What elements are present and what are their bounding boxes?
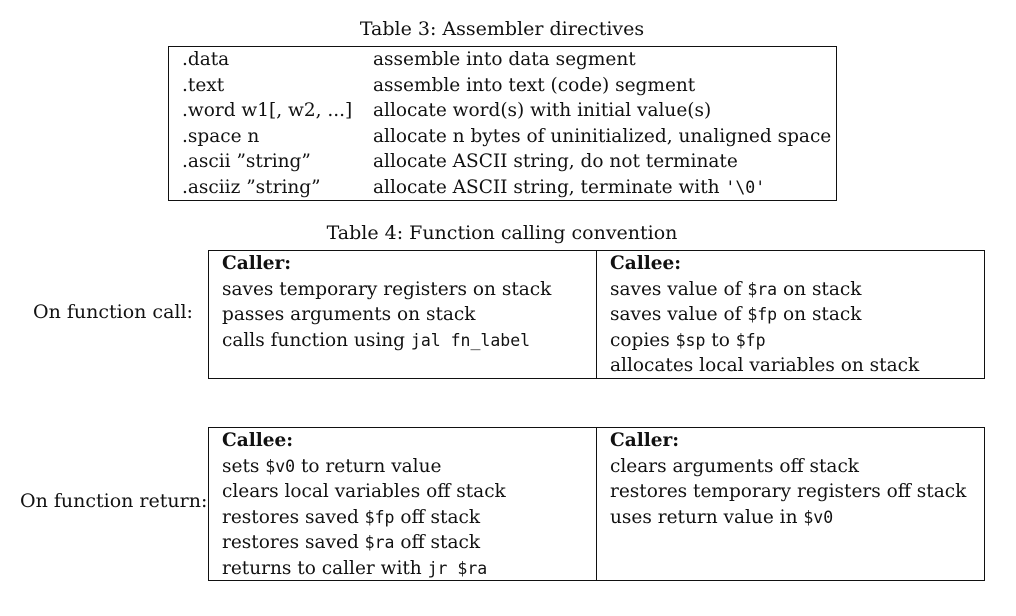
return-caller-line-3-code: $v0 <box>803 507 834 527</box>
on-function-return-label: On function return: <box>20 490 208 512</box>
return-callee-line-1-code: $v0 <box>265 456 296 476</box>
on-function-call-label: On function call: <box>33 301 193 323</box>
return-caller-line-3 <box>610 505 966 531</box>
description-asciiz <box>373 175 831 201</box>
column-divider <box>596 428 597 580</box>
call-callee-column <box>610 251 919 379</box>
call-callee-line-2 <box>610 302 919 328</box>
function-call-table <box>208 250 985 379</box>
call-callee-line-2-post: on stack <box>777 304 862 325</box>
directive-data: .data <box>182 49 230 70</box>
call-caller-line-3-text: calls function using <box>222 329 411 351</box>
return-callee-line-4-code: $ra <box>364 533 395 552</box>
return-caller-line-2: restores temporary registers off stack <box>610 481 967 502</box>
call-callee-line-1 <box>610 277 919 303</box>
description-asciiz-code: '\0' <box>725 177 766 197</box>
return-caller-column <box>610 428 966 530</box>
return-callee-line-3 <box>222 505 506 531</box>
return-callee-line-1-text: sets <box>222 455 266 477</box>
call-callee-line-1-post: on stack <box>777 278 862 300</box>
directive-column <box>182 47 352 200</box>
description-data: assemble into data segment <box>373 49 636 70</box>
return-callee-line-4 <box>222 530 506 556</box>
call-callee-line-3-text: copies <box>610 329 676 351</box>
return-callee-line-5-code: jr $ra <box>427 558 488 578</box>
call-caller-column <box>222 251 551 353</box>
call-callee-line-3-code: $sp <box>675 330 706 350</box>
return-callee-line-4-text: restores saved <box>222 532 365 553</box>
call-callee-line-1-text: saves value of <box>610 278 748 300</box>
description-ascii: allocate ASCII string, do not terminate <box>373 151 738 172</box>
directive-ascii: .ascii ”string” <box>182 151 311 172</box>
call-caller-line-1: saves temporary registers on stack <box>222 278 552 300</box>
table3-caption: Table 3: Assembler directives <box>359 18 645 40</box>
call-callee-line-3 <box>610 328 919 354</box>
call-callee-header: Callee: <box>610 253 682 274</box>
description-text: assemble into text (code) segment <box>373 74 696 96</box>
call-callee-line-1-code: $ra <box>747 279 778 299</box>
function-return-table <box>208 427 985 581</box>
return-callee-line-2: clears local variables off stack <box>222 481 506 502</box>
return-callee-header: Callee: <box>222 430 294 451</box>
call-caller-line-3-code: jal fn_label <box>410 330 531 350</box>
return-callee-column <box>222 428 506 581</box>
return-callee-line-1-post: to return value <box>295 455 442 477</box>
return-callee-line-3-text: restores saved <box>222 506 365 528</box>
return-callee-line-1 <box>222 454 506 480</box>
call-callee-line-3-mid: to <box>705 329 736 351</box>
call-callee-line-2-text: saves value of <box>610 304 748 325</box>
description-space: allocate n bytes of uninitialized, unaligned space <box>373 125 832 147</box>
table3-directives <box>168 46 837 201</box>
table4-caption: Table 4: Function calling convention <box>326 222 678 244</box>
directive-word: .word w1[, w2, ...] <box>182 100 353 121</box>
call-caller-header: Caller: <box>222 253 292 274</box>
description-column <box>373 47 831 200</box>
call-callee-line-4: allocates local variables on stack <box>610 355 920 376</box>
call-caller-line-2: passes arguments on stack <box>222 304 476 325</box>
return-callee-line-5 <box>222 556 506 582</box>
directive-space: .space n <box>182 125 260 147</box>
call-callee-line-2-code: $fp <box>747 305 778 324</box>
call-callee-line-3-code2: $fp <box>735 330 766 350</box>
return-callee-line-4-post: off stack <box>394 532 481 553</box>
return-callee-line-3-code: $fp <box>364 507 395 527</box>
return-caller-line-3-text: uses return value in <box>610 506 804 528</box>
return-caller-line-1: clears arguments off stack <box>610 455 860 477</box>
description-asciiz-text: allocate ASCII string, terminate with <box>373 176 726 198</box>
directive-text: .text <box>182 74 225 96</box>
column-divider <box>596 251 597 378</box>
description-word: allocate word(s) with initial value(s) <box>373 100 712 121</box>
call-caller-line-3 <box>222 328 551 354</box>
return-callee-line-3-post: off stack <box>394 506 481 528</box>
return-caller-header: Caller: <box>610 430 680 451</box>
directive-asciiz: .asciiz ”string” <box>182 176 321 198</box>
return-callee-line-5-text: returns to caller with <box>222 557 428 579</box>
